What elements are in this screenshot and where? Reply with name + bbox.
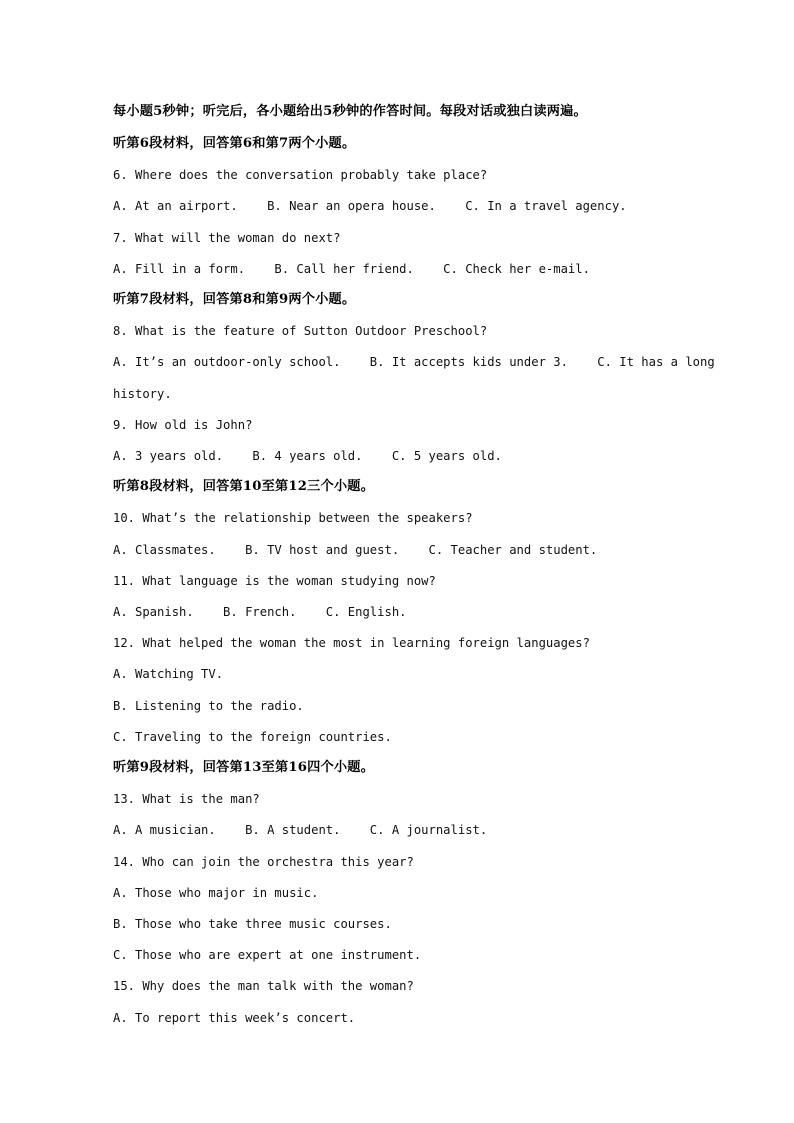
question-8-options: A. It’s an outdoor-only school. B. It accepts kids under 3. C. It has a long [113, 355, 715, 369]
question-6: 6. Where does the conversation probably take place? [113, 168, 488, 182]
section-heading: 听第6段材料，回答第6和第7两个小题。 [113, 136, 356, 151]
question-6-options: A. At an airport. B. Near an opera house. C. In a travel agency. [113, 199, 627, 213]
question-14: 14. Who can join the orchestra this year? [113, 855, 414, 869]
question-10: 10. What’s the relationship between the speakers? [113, 511, 473, 525]
section-heading: 听第9段材料，回答第13至第16四个小题。 [113, 760, 375, 775]
question-12-option-c: C. Traveling to the foreign countries. [113, 730, 392, 744]
question-12-option-b: B. Listening to the radio. [113, 699, 304, 713]
question-13-options: A. A musician. B. A student. C. A journalist. [113, 823, 488, 837]
question-14-option-b: B. Those who take three music courses. [113, 917, 392, 931]
question-15: 15. Why does the man talk with the woman? [113, 979, 414, 993]
question-8: 8. What is the feature of Sutton Outdoor Preschool? [113, 324, 488, 338]
question-7: 7. What will the woman do next? [113, 231, 341, 245]
instruction-text: 每小题5秒钟；听完后，各小题给出5秒钟的作答时间。每段对话或独白读两遍。 [113, 104, 587, 119]
section-heading: 听第7段材料，回答第8和第9两个小题。 [113, 292, 356, 307]
section-heading: 听第8段材料，回答第10至第12三个小题。 [113, 479, 375, 494]
question-14-option-c: C. Those who are expert at one instrument. [113, 948, 422, 962]
question-15-option-a: A. To report this week’s concert. [113, 1011, 356, 1025]
question-14-option-a: A. Those who major in music. [113, 886, 319, 900]
question-9: 9. How old is John? [113, 418, 253, 432]
question-12-option-a: A. Watching TV. [113, 667, 224, 681]
question-9-options: A. 3 years old. B. 4 years old. C. 5 years old. [113, 449, 502, 463]
question-7-options: A. Fill in a form. B. Call her friend. C. Check her e-mail. [113, 262, 590, 276]
question-12: 12. What helped the woman the most in learning foreign languages? [113, 636, 590, 650]
question-11: 11. What language is the woman studying now? [113, 574, 436, 588]
question-8-options-continued: history. [113, 387, 172, 401]
question-13: 13. What is the man? [113, 792, 260, 806]
question-11-options: A. Spanish. B. French. C. English. [113, 605, 407, 619]
question-10-options: A. Classmates. B. TV host and guest. C. Teacher and student. [113, 543, 598, 557]
